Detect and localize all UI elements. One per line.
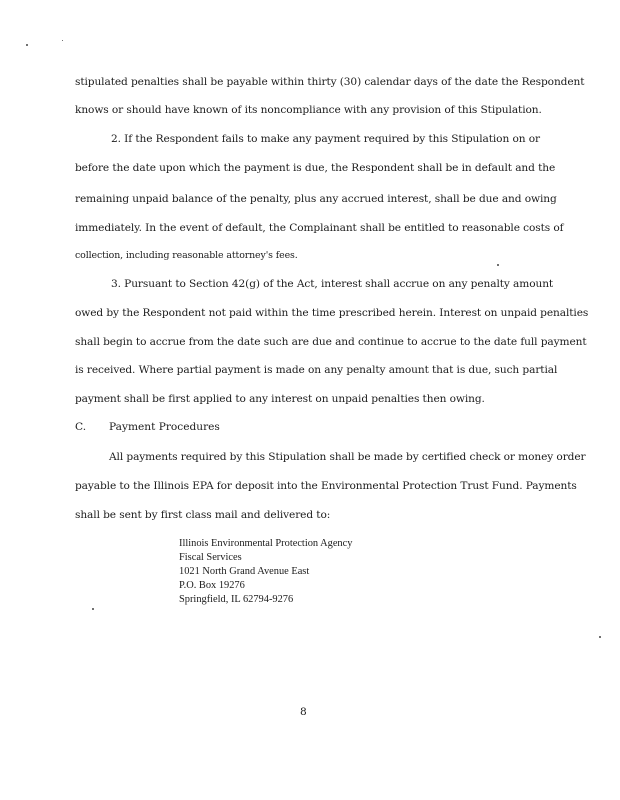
address-line: Springfield, IL 62794-9276: [179, 594, 294, 605]
body-line: payment shall be first applied to any interest on unpaid penalties then owing.: [75, 393, 485, 405]
body-line: shall begin to accrue from the date such are due and continue to accrue to the date full payment: [75, 336, 587, 348]
section-label: C.: [75, 421, 87, 433]
body-line: 3. Pursuant to Section 42(g) of the Act, interest shall accrue on any penalty amount: [111, 278, 554, 290]
body-line: 2. If the Respondent fails to make any payment required by this Stipulation on or: [111, 133, 540, 145]
body-line: remaining unpaid balance of the penalty, plus any accrued interest, shall be due and owing: [75, 193, 557, 205]
body-line: knows or should have known of its noncompliance with any provision of this Stipulation.: [75, 104, 542, 116]
scan-speck: [497, 264, 499, 266]
address-line: P.O. Box 19276: [179, 580, 245, 591]
scan-speck: [92, 608, 94, 610]
payment-line: payable to the Illinois EPA for deposit into the Environmental Protection Trust Fund. Payments: [75, 480, 577, 492]
address-line: Fiscal Services: [179, 552, 242, 563]
payment-line: shall be sent by first class mail and delivered to:: [75, 509, 331, 521]
body-line: before the date upon which the payment is due, the Respondent shall be in default and the: [75, 162, 556, 174]
body-line: immediately. In the event of default, the Complainant shall be entitled to reasonable costs of: [75, 222, 564, 234]
body-line: owed by the Respondent not paid within the time prescribed herein. Interest on unpaid penalties: [75, 307, 589, 319]
address-line: Illinois Environmental Protection Agency: [179, 538, 353, 549]
body-line: collection, including reasonable attorney's fees.: [75, 250, 298, 261]
scan-speck: [26, 44, 28, 46]
body-line: stipulated penalties shall be payable within thirty (30) calendar days of the date the Respondent: [75, 76, 585, 88]
scan-speck: [599, 636, 601, 638]
page-number: 8: [300, 706, 307, 718]
body-line: is received. Where partial payment is made on any penalty amount that is due, such partial: [75, 364, 558, 376]
address-line: 1021 North Grand Avenue East: [179, 566, 310, 577]
scan-speck: [62, 40, 63, 41]
section-title: Payment Procedures: [109, 421, 220, 433]
payment-line: All payments required by this Stipulation shall be made by certified check or money order: [109, 451, 586, 463]
